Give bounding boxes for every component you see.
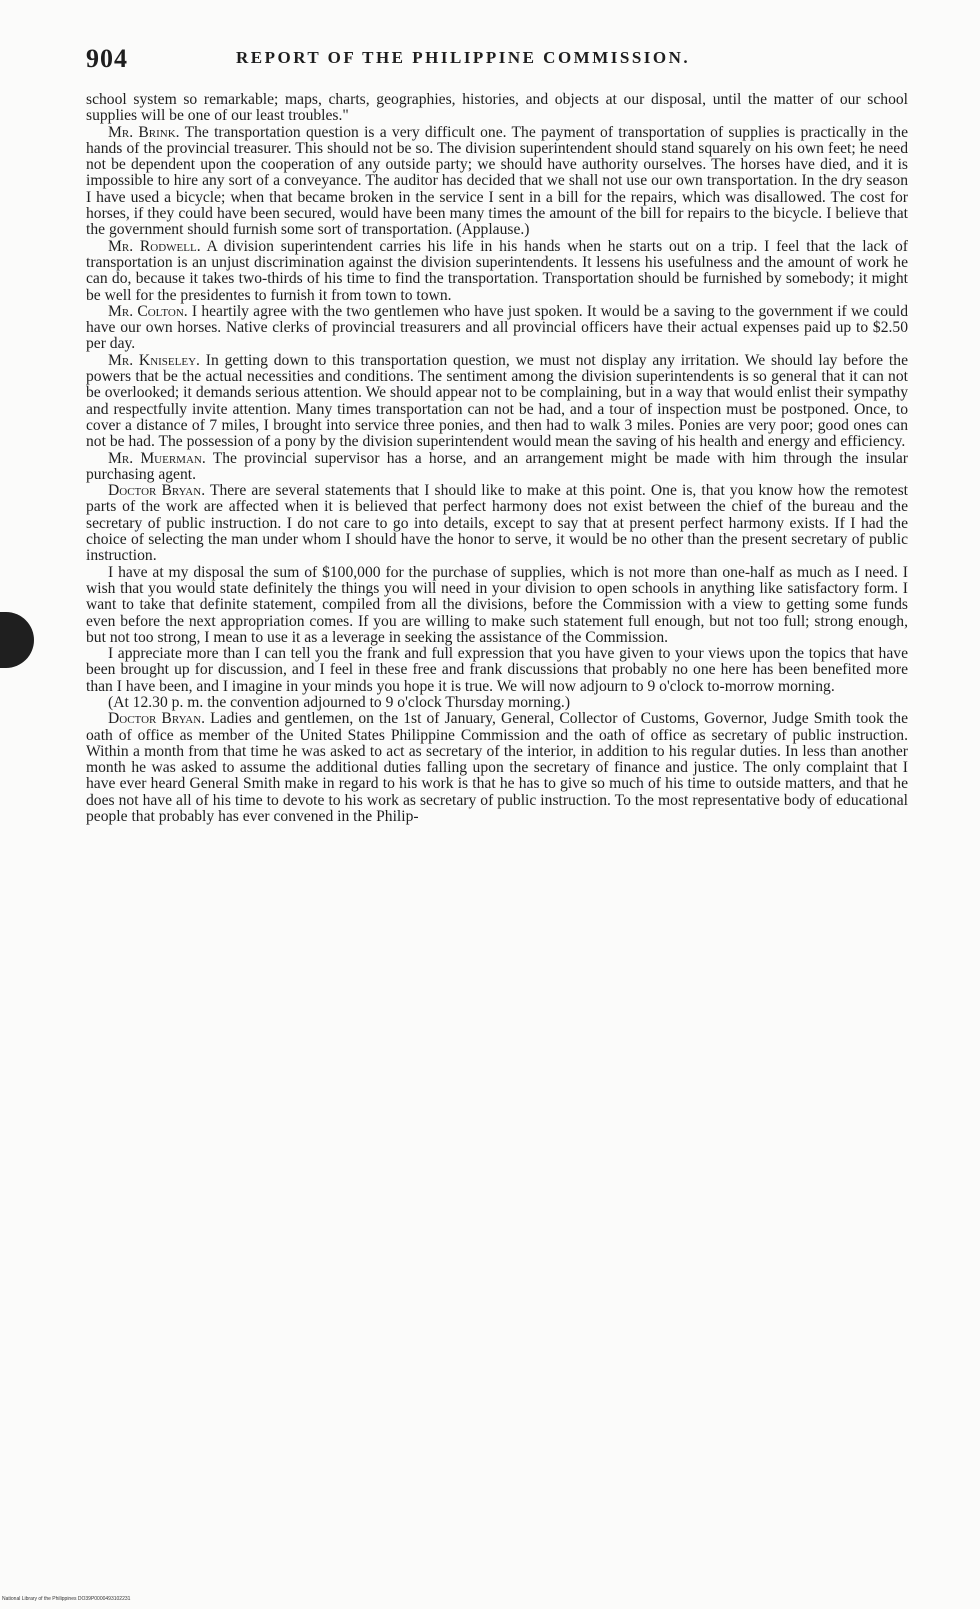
paragraph — [86, 711, 908, 825]
scan-edge-mark — [0, 612, 34, 668]
body-text — [86, 92, 908, 825]
paragraph-text: The transportation question is a very difficult one. The payment of transportation of supplies is practically in the hands of the provincial treasurer. This should not be so. The division superintendent should stand squarely on his own feet; he need not be dependent upon the cooperation of any outside party; we should have authority ourselves. The horses have died, and it is impossible to hire any sort of a conveyance. The auditor has decided that we shall not use our own transportation. In the dry season I have used a bicycle; when that became broken in the service I sent in a bill for the repairs, which was disallowed. The cost for horses, if they could have been secured, would have been many times the amount of the bill for repairs to the bicycle. I believe that the government should furnish some sort of transportation. (Applause.) — [86, 123, 908, 239]
running-head: REPORT OF THE PHILIPPINE COMMISSION. — [236, 48, 691, 67]
paragraph — [86, 451, 908, 484]
speaker-name: Mr. Muerman. — [108, 449, 206, 467]
paragraph — [86, 239, 908, 304]
paragraph — [86, 646, 908, 695]
speaker-name: Mr. Brink. — [108, 123, 180, 141]
speaker-name: Mr. Rodwell. — [108, 237, 201, 255]
speaker-name: Doctor Bryan. — [108, 710, 206, 728]
scan-credit: National Library of the Philippines DO39P0000493102231 — [2, 1596, 131, 1602]
speaker-name: Doctor Bryan. — [108, 482, 206, 500]
paragraph-text: There are several statements that I should like to make at this point. One is, that you know how the remotest parts of the work are affected when it is believed that perfect harmony does not exist between the chief of the bureau and the secretary of public instruction. I do not care to go into details, except to say that at present perfect harmony exists. If I had the choice of selecting the man under whom I should have the honor to serve, it would be no other than the present secretary of public instruction. — [86, 482, 908, 565]
paragraph — [86, 483, 908, 564]
paragraph-text: A division superintendent carries his life in his hands when he starts out on a trip. I feel that the lack of transportation is an unjust discrimination against the division superintendents. It lessens his usefulness and the amount of work he can do, because it takes two-thirds of his time to find the transportation. Transportation should be furnished by somebody; it might be well for the presidentes to furnish it from town to town. — [86, 237, 908, 304]
paragraph-text: The provincial supervisor has a horse, and an arrangement might be made with him through the insular purchasing agent. — [86, 449, 908, 483]
paragraph-text: I appreciate more than I can tell you the frank and full expression that you have given to your views upon the topics that have been brought up for discussion, and I feel in these free and frank discussions that probably no one here has been benefited more than I have been, and I imagine in your minds you hope it is true. We will now adjourn to 9 o'clock to-morrow morning. — [86, 645, 908, 695]
speaker-name: Mr. Colton. — [108, 302, 188, 320]
speaker-name: Mr. Kniseley. — [108, 351, 200, 369]
paragraph — [86, 125, 908, 239]
paragraph-text: school system so remarkable; maps, charts, geographies, histories, and objects at our disposal, until the matter of our school supplies will be one of our least troubles." — [86, 91, 908, 125]
paragraph-text: I heartily agree with the two gentlemen who have just spoken. It would be a saving to the government if we could have our own horses. Native clerks of provincial treasurers and all provincial officers have their actual expenses paid up to $2.50 per day. — [86, 302, 908, 353]
paragraph-text: I have at my disposal the sum of $100,000 for the purchase of supplies, which is not more than one-half as much as I need. I wish that you would state definitely the things you will need in your division to open schools in anything like satisfactory form. I want to take that definite statement, compiled from all the divisions, before the Commission with a view to getting some funds even before the next appropriation comes. If you are willing to make such statement full enough, but not too full; strong enough, but not too strong, I mean to use it as a leverage in seeking the assistance of the Commission. — [86, 563, 908, 646]
paragraph — [86, 565, 908, 646]
paragraph-text: Ladies and gentlemen, on the 1st of January, General, Collector of Customs, Governor, Judge Smith took the oath of office as member of the United States Philippine Commission and the oath of office as secretary of public instruction. Within a month from that time he was asked to act as secretary of the interior, in addition to his regular duties. In less than another month he was asked to assume the additional duties falling upon the secretary of finance and justice. The only complaint that I have ever heard General Smith make in regard to his work is that he has to give so much of his time to outside matters, and that he does not have all of his time to devote to his work as secretary of public instruction. To the most representative body of educational people that probably has ever convened in the Philip- — [86, 710, 908, 826]
paragraph — [86, 92, 908, 125]
paragraph — [86, 353, 908, 451]
page-number: 904 — [86, 44, 128, 73]
paragraph — [86, 695, 908, 711]
paragraph — [86, 304, 908, 353]
page-header — [86, 44, 916, 84]
paragraph-text: In getting down to this transportation question, we must not display any irritation. We should lay before the powers that be the actual necessities and conditions. The sentiment among the division superintendents is so general that it can not be overlooked; it demands serious attention. We should appear not to be complaining, but in a way that would enlist their sympathy and respectfully invite attention. Many times transportation can not be had, and a tour of inspection must be postponed. Once, to cover a distance of 7 miles, I brought into service three ponies, and then had to walk 3 miles. Ponies are very poor; good ones can not be had. The possession of a pony by the division superintendent would mean the saving of his health and energy and efficiency. — [86, 351, 908, 451]
paragraph-text: (At 12.30 p. m. the convention adjourned to 9 o'clock Thursday morning.) — [108, 693, 571, 711]
